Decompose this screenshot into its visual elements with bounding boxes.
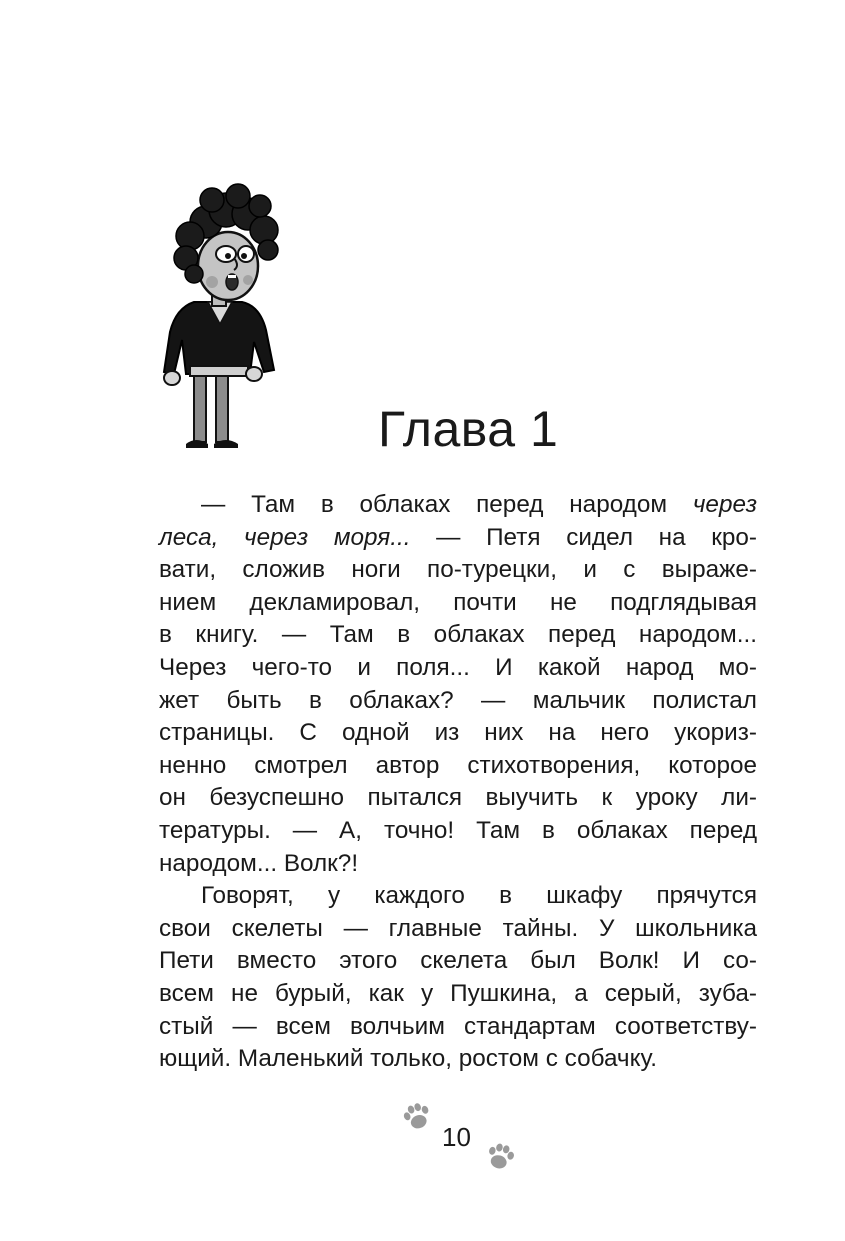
- boy-illustration: [150, 170, 290, 460]
- chapter-body-text: [159, 489, 757, 1076]
- text-line: он безуспешно пытался выучить к уроку ли-: [159, 784, 757, 812]
- text-line: ненно смотрел автор стихотворения, которое: [159, 751, 757, 779]
- italic-quote: через: [692, 491, 757, 518]
- text-span: — Там в облаках перед народом: [201, 491, 693, 518]
- text-line: народом... Волк?!: [159, 849, 359, 877]
- text-line: в книгу. — Там в облаках перед народом...: [159, 621, 757, 649]
- italic-quote: леса, через моря...: [159, 523, 411, 551]
- legs: [186, 370, 238, 448]
- text-line: стый — всем волчьим стандартам соответству-: [159, 1012, 757, 1040]
- paw-print-icon: [400, 1100, 434, 1134]
- chapter-title: Глава 1: [378, 401, 559, 457]
- text-line: Пети вместо этого скелета был Волк! И со-: [159, 947, 757, 975]
- text-line: ющий. Маленький только, ростом с собачку.: [159, 1045, 657, 1073]
- text-line: [159, 522, 757, 555]
- text-line: жет быть в облаках? — мальчик полистал: [159, 686, 757, 714]
- text-line: страницы. С одной из них на него укориз-: [159, 719, 757, 747]
- page-footer: [395, 1098, 525, 1178]
- page-number: 10: [442, 1122, 471, 1152]
- text-line: нием декламировал, почти не подглядывая: [159, 588, 757, 616]
- text-line: свои скелеты — главные тайны. У школьника: [159, 914, 757, 942]
- text-line: [159, 489, 757, 522]
- text-line: тературы. — А, точно! Там в облаках перед: [159, 816, 757, 844]
- text-line: Через чего-то и поля... И какой народ мо-: [159, 653, 757, 681]
- text-line: Говорят, у каждого в шкафу прячутся: [201, 882, 757, 910]
- text-line: вати, сложив ноги по-турецки, и с выраже-: [159, 556, 757, 584]
- head: [198, 232, 258, 300]
- text-line: всем не бурый, как у Пушкина, а серый, зуба-: [159, 979, 757, 1007]
- paw-print-icon: [483, 1140, 517, 1174]
- text-span: — Петя сидел на кро-: [410, 523, 757, 551]
